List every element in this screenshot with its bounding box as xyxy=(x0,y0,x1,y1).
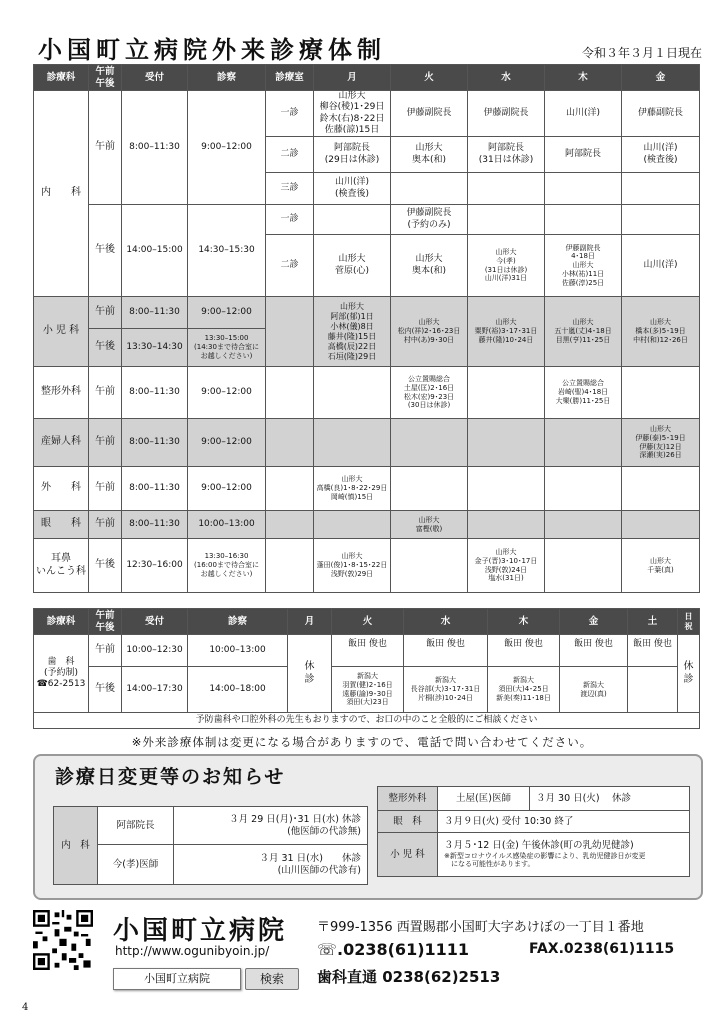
schedule-cell: 飯田 俊也 xyxy=(488,635,560,667)
schedule-cell: 山形大 今(孝) (31日は休診) 山川(洋)31日 xyxy=(468,235,545,297)
notice-dept-naika: 内 科 xyxy=(54,807,98,885)
geka-room xyxy=(266,467,314,511)
notice-text: ３月 31 日(水) 休診 (山川医師の代診有) xyxy=(174,845,368,885)
schedule-cell xyxy=(622,367,700,419)
naika-am: 午前 xyxy=(89,91,122,205)
schedule-cell: 山川(洋) xyxy=(622,235,700,297)
col-header-dept: 診療科 xyxy=(34,65,89,91)
schedule-cell: 山形大 伊藤(泰)5･19日 伊藤(友)12日 深瀬(実)26日 xyxy=(622,419,700,467)
schedule-cell: 山形大 阿部(郁)1日 小林(儀)8日 藤井(隆)15日 高橋(辰)22日 石垣(隆)29日 xyxy=(314,297,391,367)
sanfu-am: 午前 xyxy=(89,419,122,467)
schedule-cell: 公立置賜総合 岩崎(聖)4･18日 大樂(勝)11･25日 xyxy=(545,367,622,419)
schedule-cell xyxy=(545,173,622,205)
schedule-cell: 山形大 橋本(多)5･19日 中村(和)12･26日 xyxy=(622,297,700,367)
phone-number: ☏.0238(61)1111 xyxy=(317,940,470,959)
schedule-cell: 阿部院長 (29日は休診) xyxy=(314,137,391,173)
table-row xyxy=(34,713,700,729)
shoni-am-exam: 9:00–12:00 xyxy=(188,297,266,329)
dental-am: 午前 xyxy=(89,635,122,667)
schedule-cell xyxy=(468,419,545,467)
schedule-cell xyxy=(314,205,391,235)
outpatient-schedule-table xyxy=(33,64,700,593)
room-1: 一診 xyxy=(266,91,314,137)
dept-geka: 外 科 xyxy=(34,467,89,511)
dental-phone: 歯科直通 0238(62)2513 xyxy=(317,968,501,986)
dental-schedule-table xyxy=(33,608,700,729)
schedule-cell xyxy=(622,173,700,205)
table-row xyxy=(34,667,700,713)
shoni-pm-reception: 13:30–14:30 xyxy=(122,329,188,367)
dept-jibi: 耳鼻 いんこう科 xyxy=(34,539,89,593)
hospital-url[interactable]: http://www.ogunibyoin.jp/ xyxy=(115,944,270,958)
col-header-reception: 受付 xyxy=(122,609,188,635)
dept-sanfu: 産婦人科 xyxy=(34,419,89,467)
schedule-cell xyxy=(391,539,468,593)
table-row xyxy=(34,297,700,329)
schedule-cell xyxy=(314,419,391,467)
schedule-cell: 伊藤副院長 xyxy=(391,91,468,137)
schedule-cell: 伊藤副院長 4･18日 山形大 小林(祐)11日 佐藤(淳)25日 xyxy=(545,235,622,297)
schedule-cell: 新潟大 羽賀(健)2･16日 遠藤(諭)9･30日 須田(大)23日 xyxy=(332,667,404,713)
schedule-cell: 山形大 五十嵐(丈)4･18日 目黒(亨)11･25日 xyxy=(545,297,622,367)
schedule-cell: 伊藤副院長 (予約のみ) xyxy=(391,205,468,235)
table-row xyxy=(34,419,700,467)
notice-text: ３月９日(火) 受付 10:30 終了 xyxy=(438,811,690,833)
schedule-cell: 山形大 奥本(和) xyxy=(391,235,468,297)
geka-reception: 8:00–11:30 xyxy=(122,467,188,511)
notice-doctor: 阿部院長 xyxy=(98,807,174,845)
schedule-cell: 飯田 俊也 xyxy=(628,635,678,667)
col-header-wed: 水 xyxy=(468,65,545,91)
page-title: 小国町立病院外来診療体制 xyxy=(38,36,386,64)
schedule-cell: 新潟大 長谷部(大)3･17･31日 片桐(渉)10･24日 xyxy=(404,667,488,713)
schedule-cell: 飯田 俊也 xyxy=(332,635,404,667)
geka-am: 午前 xyxy=(89,467,122,511)
col-header-mon: 月 xyxy=(288,609,332,635)
notice-other-table xyxy=(377,786,690,877)
table-row xyxy=(34,205,700,235)
schedule-cell: 山形大 千葉(真) xyxy=(622,539,700,593)
sun-closed: 休 診 xyxy=(678,635,700,713)
schedule-cell: 山形大 奥本(和) xyxy=(391,137,468,173)
shoni-pm: 午後 xyxy=(89,329,122,367)
schedule-cell: 阿部院長 xyxy=(545,137,622,173)
notice-dept-seikei: 整形外科 xyxy=(378,787,438,811)
table-row xyxy=(34,467,700,511)
schedule-cell: 山川(洋) xyxy=(545,91,622,137)
seikei-room xyxy=(266,367,314,419)
room-2: 二診 xyxy=(266,137,314,173)
footer xyxy=(33,908,703,1008)
mon-closed: 休 診 xyxy=(288,635,332,713)
schedule-cell xyxy=(391,419,468,467)
col-header-sat: 土 xyxy=(628,609,678,635)
seikei-reception: 8:00–11:30 xyxy=(122,367,188,419)
naika-pm-reception: 14:00–15:00 xyxy=(122,205,188,297)
naika-pm-exam: 14:30–15:30 xyxy=(188,205,266,297)
schedule-cell xyxy=(468,205,545,235)
dental-pm-reception: 14:00–17:30 xyxy=(122,667,188,713)
schedule-cell: 新潟大 渡辺(真) xyxy=(560,667,628,713)
schedule-cell: 伊藤副院長 xyxy=(622,91,700,137)
notice-doctor: 土屋(匡)医師 xyxy=(438,787,530,811)
schedule-cell xyxy=(468,467,545,511)
notice-doctor: 今(孝)医師 xyxy=(98,845,174,885)
sanfu-room xyxy=(266,419,314,467)
table-row xyxy=(34,367,700,419)
schedule-cell: 山川(洋) (検査後) xyxy=(314,173,391,205)
schedule-cell: 山形大 菅原(心) xyxy=(314,235,391,297)
col-header-wed: 水 xyxy=(404,609,488,635)
col-header-exam: 診察 xyxy=(188,609,288,635)
sanfu-exam: 9:00–12:00 xyxy=(188,419,266,467)
schedule-cell xyxy=(391,467,468,511)
col-header-thu: 木 xyxy=(488,609,560,635)
shoni-room xyxy=(266,297,314,367)
col-header-dept: 診療科 xyxy=(34,609,89,635)
dental-pm-exam: 14:00–18:00 xyxy=(188,667,288,713)
col-header-exam: 診察 xyxy=(188,65,266,91)
hospital-name: 小国町立病院 xyxy=(113,916,288,946)
search-button[interactable]: 検索 xyxy=(245,968,299,990)
schedule-cell xyxy=(314,511,391,539)
shoni-pm-exam: 13:30–15:00 (14:30まで待合室に お越しください) xyxy=(188,329,266,367)
schedule-cell xyxy=(391,173,468,205)
ganka-am: 午前 xyxy=(89,511,122,539)
schedule-cell: 山川(洋) (検査後) xyxy=(622,137,700,173)
col-header-tue: 火 xyxy=(332,609,404,635)
table-row xyxy=(34,91,700,137)
schedule-cell xyxy=(545,467,622,511)
col-header-mon: 月 xyxy=(314,65,391,91)
notice-text: ３月５･12 日(金) 午後休診(町の乳幼児健診) xyxy=(444,839,634,851)
jibi-room xyxy=(266,539,314,593)
sanfu-reception: 8:00–11:30 xyxy=(122,419,188,467)
col-header-thu: 木 xyxy=(545,65,622,91)
shoni-am: 午前 xyxy=(89,297,122,329)
schedule-cell: 伊藤副院長 xyxy=(468,91,545,137)
schedule-cell xyxy=(468,173,545,205)
schedule-cell: 公立置賜総合 土屋(匡)2･16日 松木(宏)9･23日 (30日は休診) xyxy=(391,367,468,419)
naika-pm: 午後 xyxy=(89,205,122,297)
col-header-room: 診療室 xyxy=(266,65,314,91)
table-row xyxy=(34,635,700,667)
col-header-sun: 日 祝 xyxy=(678,609,700,635)
page-number: 4 xyxy=(22,1002,29,1013)
notice-dept-shoni: 小 児 科 xyxy=(378,833,438,877)
notice-title: 診療日変更等のお知らせ xyxy=(55,766,286,788)
room-3: 三診 xyxy=(266,173,314,205)
seikei-am: 午前 xyxy=(89,367,122,419)
ganka-room xyxy=(266,511,314,539)
schedule-cell: 飯田 俊也 xyxy=(560,635,628,667)
jibi-pm: 午後 xyxy=(89,539,122,593)
search-input[interactable]: 小国町立病院 xyxy=(113,968,241,990)
schedule-cell: 阿部院長 (31日は休診) xyxy=(468,137,545,173)
ganka-reception: 8:00–11:30 xyxy=(122,511,188,539)
dental-pm: 午後 xyxy=(89,667,122,713)
schedule-cell: 飯田 俊也 xyxy=(404,635,488,667)
notice-shoni-note: ※新型コロナウイルス感染症の影響により、乳幼児健診日が変更 になる可能性があります。 xyxy=(444,851,646,869)
notice-dept-ganka: 眼 科 xyxy=(378,811,438,833)
shoni-am-reception: 8:00–11:30 xyxy=(122,297,188,329)
col-header-fri: 金 xyxy=(622,65,700,91)
schedule-cell xyxy=(545,511,622,539)
dental-am-exam: 10:00–13:00 xyxy=(188,635,288,667)
warning-text: ※外来診療体制は変更になる場合がありますので、電話で問い合わせてください。 xyxy=(131,735,593,749)
naika-am-exam: 9:00–12:00 xyxy=(188,91,266,205)
dept-dental: 歯 科 (予約制) ☎62-2513 xyxy=(34,635,89,713)
ganka-exam: 10:00–13:00 xyxy=(188,511,266,539)
dental-note: 予防歯科や口腔外科の先生もおりますので、お口の中のこと全般的にご相談ください xyxy=(34,713,700,729)
schedule-cell: 山形大 柳谷(稜)1･29日 鈴木(右)8･22日 佐藤(諒)15日 xyxy=(314,91,391,137)
col-header-tue: 火 xyxy=(391,65,468,91)
naika-am-reception: 8:00–11:30 xyxy=(122,91,188,205)
schedule-cell xyxy=(628,667,678,713)
notice-text: ３月 29 日(月)･31 日(水) 休診 (他医師の代診無) xyxy=(174,807,368,845)
qr-code-icon[interactable] xyxy=(33,910,93,970)
schedule-cell xyxy=(468,511,545,539)
schedule-cell: 新潟大 須田(大)4･25日 新美(奏)11･18日 xyxy=(488,667,560,713)
col-header-ampm: 午前 午後 xyxy=(89,65,122,91)
schedule-cell: 山形大 富樫(敬) xyxy=(391,511,468,539)
fax-number: FAX.0238(61)1115 xyxy=(529,941,675,957)
schedule-cell: 山形大 松内(祥)2･16･23日 村中(あ)9･30日 xyxy=(391,297,468,367)
col-header-ampm: 午前 午後 xyxy=(89,609,122,635)
as-of-date: 令和３年３月１日現在 xyxy=(581,46,702,60)
schedule-cell: 山形大 粟野(裕)3･17･31日 藤井(隆)10･24日 xyxy=(468,297,545,367)
dept-seikei: 整形外科 xyxy=(34,367,89,419)
schedule-cell xyxy=(622,205,700,235)
notice-text: ３月 30 日(火) 休診 xyxy=(530,787,690,811)
schedule-cell xyxy=(314,367,391,419)
col-header-fri: 金 xyxy=(560,609,628,635)
jibi-exam: 13:30–16:30 (16:00まで待合室に お越しください) xyxy=(188,539,266,593)
geka-exam: 9:00–12:00 xyxy=(188,467,266,511)
dept-shoni: 小 児 科 xyxy=(34,297,89,367)
schedule-cell xyxy=(545,205,622,235)
schedule-cell xyxy=(622,511,700,539)
schedule-cell xyxy=(622,467,700,511)
col-header-reception: 受付 xyxy=(122,65,188,91)
schedule-cell xyxy=(545,539,622,593)
jibi-reception: 12:30–16:00 xyxy=(122,539,188,593)
notice-shoni-cell xyxy=(438,833,690,877)
schedule-cell xyxy=(545,419,622,467)
address: 〒999-1356 西置賜郡小国町大字あけぼの一丁目１番地 xyxy=(317,920,644,935)
seikei-exam: 9:00–12:00 xyxy=(188,367,266,419)
dept-naika: 内 科 xyxy=(34,91,89,297)
table-row xyxy=(34,511,700,539)
room-2: 二診 xyxy=(266,235,314,297)
schedule-cell: 山形大 蓬田(俊)1･8･15･22日 浅野(敦)29日 xyxy=(314,539,391,593)
dental-am-reception: 10:00–12:30 xyxy=(122,635,188,667)
schedule-cell xyxy=(468,367,545,419)
notice-box xyxy=(33,754,703,900)
table-row xyxy=(34,539,700,593)
room-1: 一診 xyxy=(266,205,314,235)
schedule-cell: 山形大 金子(晋)3･10･17日 浅野(敦)24日 塩水(31日) xyxy=(468,539,545,593)
schedule-cell: 山形大 高橋(良)1･8･22･29日 岡崎(慎)15日 xyxy=(314,467,391,511)
dept-ganka: 眼 科 xyxy=(34,511,89,539)
notice-naika-table xyxy=(53,806,368,885)
